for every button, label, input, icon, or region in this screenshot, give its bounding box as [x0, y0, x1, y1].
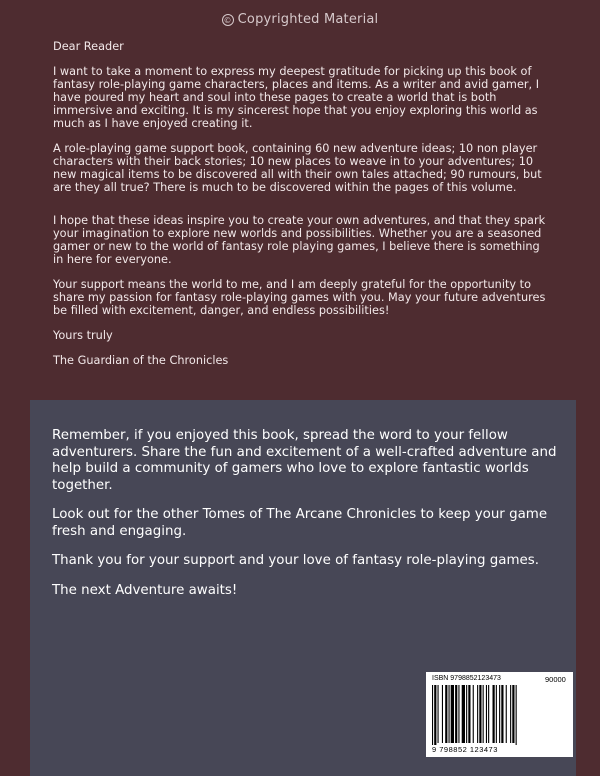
promo-paragraph: Remember, if you enjoyed this book, spread the word to your fellow adventurers. Share the fun and excitement of a well-crafted adventure and help build a community of gamers who love to explore fantastic worlds together. [52, 428, 557, 493]
price-code: 90000 [545, 675, 566, 684]
watermark [0, 12, 600, 27]
letter-greeting: Dear Reader [53, 40, 124, 53]
letter [53, 40, 553, 379]
copyright-icon: © [223, 15, 232, 25]
isbn-label: ISBN 9798852123473 [432, 675, 501, 682]
promo-paragraph: The next Adventure awaits! [52, 582, 238, 598]
promo-paragraph: Thank you for your support and your love of fantasy role-playing games. [52, 553, 539, 568]
letter-paragraph: I want to take a moment to express my deepest gratitude for picking up this book of fantasy role-playing game characters, places and items. As a writer and avid gamer, I have poured my heart and soul into these pages to create a world that is both immersive and exciting. It is my sincerest hope that you enjoy exploring this world as much as I have enjoyed creating it. [53, 65, 540, 130]
letter-paragraph: I hope that these ideas inspire you to create your own adventures, and that they spark your imagination to explore new worlds and possibilities. Whether you are a seasoned gamer or new to the world of fantasy role playing games, I believe there is something in here for everyone. [53, 214, 546, 266]
barcode-bars [432, 685, 567, 745]
letter-paragraph: Your support means the world to me, and I am deeply grateful for the opportunity to share my passion for fantasy role-playing games with you. May your future adventures be filled with excitement, danger, and endless possibilities! [53, 278, 546, 317]
letter-paragraph: A role-playing game support book, containing 60 new adventure ideas; 10 non player characters with their back stories; 10 new places to weave in to your adventures; 10 new magical items to be discovered all with their own tales attached; 90 rumours, but are they all true? There is much to be discovered within the pages of this volume. [53, 142, 542, 194]
letter-closing: Yours truly [53, 329, 113, 342]
watermark-text: Copyrighted Material [237, 12, 379, 27]
barcode-digits: 9 798852 123473 [432, 745, 498, 754]
letter-signature: The Guardian of the Chronicles [53, 354, 229, 367]
promo-text [52, 428, 562, 612]
promo-paragraph: Look out for the other Tomes of The Arcane Chronicles to keep your game fresh and engaging. [52, 507, 548, 539]
isbn-barcode [426, 672, 573, 757]
